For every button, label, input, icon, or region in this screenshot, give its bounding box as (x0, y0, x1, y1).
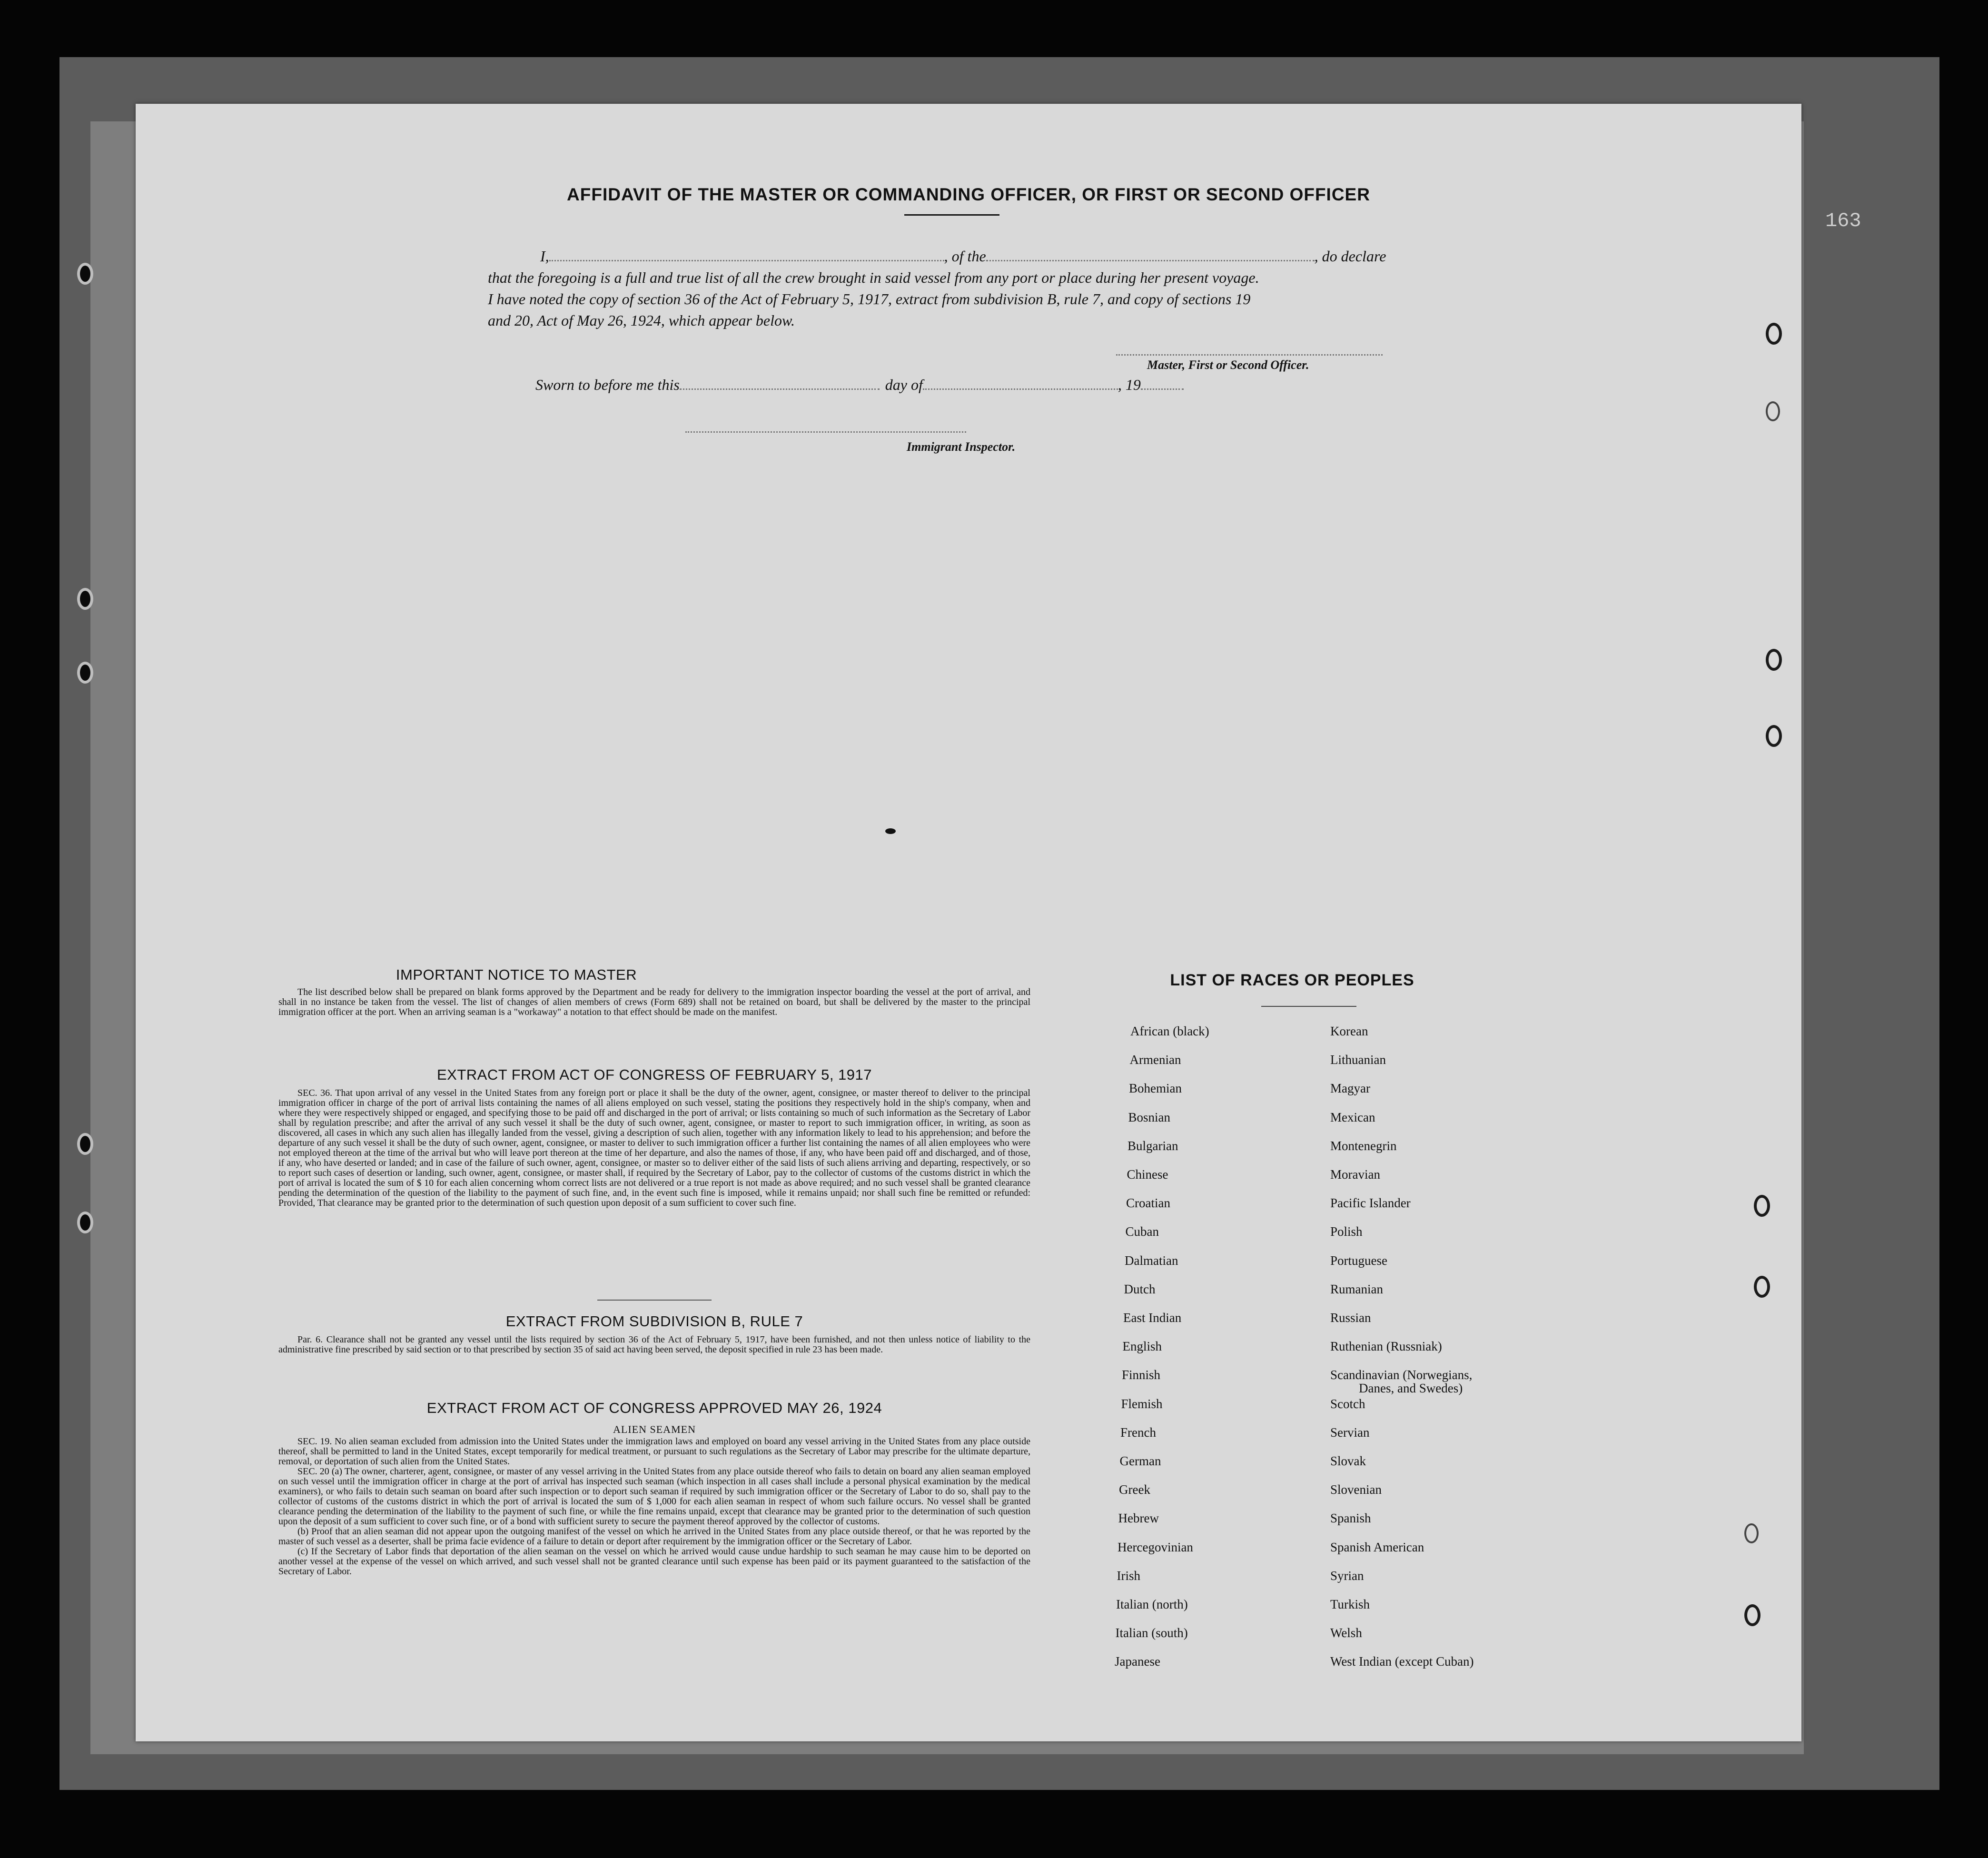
binder-hole-icon (1754, 1276, 1770, 1298)
race-item: Spanish American (1330, 1540, 1424, 1554)
race-item: Servian (1330, 1425, 1370, 1440)
race-item: Turkish (1330, 1597, 1370, 1611)
sec20a-text: SEC. 20 (a) The owner, charterer, agent, consignee, or master of any vessel arriving in the United States from any place outside thereof who fails to detain on board any alien seaman employed on such vessel until the immigration officer in charge at the port of arrival has inspected such seaman (which inspection in all cases shall include a personal physical examination by the medical examiners), or who fails to detain such seaman on board after such inspection or to deport such seaman if required by such immigration officer or the Secretary of Labor to do so, shall pay to the collector of customs of the customs district in which the port of arrival is located the sum of $ 1,000 for each alien seaman in respect of whom such failure occurs. No vessel shall be granted clearance pending the determination of the liability to the payment of such fine, or while the fine remains unpaid, except that clearance may be granted prior to the determination of such question upon the deposit of a sum sufficient to cover such fine, or of a bond with sufficient surety to secure the payment thereof approved by the collector of customs. (278, 1466, 1030, 1527)
extract-1917-body (278, 1088, 1030, 1208)
binder-hole-icon (77, 588, 93, 610)
race-item: Armenian (1129, 1053, 1181, 1067)
title-rule (904, 214, 999, 216)
sec36-text: SEC. 36. That upon arrival of any vessel in the United States from any foreign port or place it shall be the duty of the owner, agent, consignee, or master thereof to deliver to the principal immigration officer in charge of the port of arrival lists containing the names of all aliens employed on such vessel, stating the positions they respectively hold in the ship's company, when and where they were respectively shipped or engaged, and specifying those to be paid off and discharged in the port of arrival; or lists containing so much of such information as the Secretary of Labor shall by regulation prescribe; and after the arrival of any such vessel it shall be the duty of such owner, agent, consignee, or master to report to such immigration officer, in writing, as soon as discovered, all cases in which any such alien has illegally landed from the vessel, giving a description of such alien, together with any information likely to lead to his apprehension; and before the departure of any such vessel it shall be the duty of such owner, agent, consignee, or master to deliver to such immigration officer a further list containing the names of all alien employees who were not employed thereon at the time of the arrival but who will leave port thereon at the time of her departure, and also the names of those, if any, who have been paid off and discharged, and of those, if any, who have deserted or landed; and in case of the failure of such owner, agent, consignee, or master so to deliver either of the said lists of such aliens arriving and departing, respectively, or so to report such cases of desertion or landing, such owner, agent, consignee, or master shall, if required by the Secretary of Labor, pay to the collector of customs of the customs district in which the port of arrival is located the sum of $ 10 for each alien concerning whom correct lists are not delivered or a true report is not made as above required; and no such vessel shall be granted clearance pending the determination of the question of the liability to the payment of such fine, and, in the event such fine is imposed, while it remains unpaid; nor shall such fine be remitted or refunded: Provided, That clearance may be granted prior to the determination of such question upon deposit of a sum sufficient to cover such fine. (278, 1088, 1030, 1208)
alien-seamen-subheading: ALIEN SEAMEN (613, 1423, 696, 1435)
affidavit-line-2: that the foregoing is a full and true list of all the crew brought in said vessel from any port or place during her present voyage. (488, 269, 1259, 286)
race-item: Flemish (1121, 1396, 1163, 1411)
race-item: German (1119, 1454, 1161, 1468)
binder-hole-icon (77, 1133, 93, 1155)
year-label: , 19 (1118, 376, 1141, 393)
notice-text: The list described below shall be prepared on blank forms approved by the Department and be ready for delivery to the immigration inspector boarding the vessel at the port of arrival, and shall in no instance be taken from the vessel. The list of changes of alien members of crews (Form 689) shall not be retained on board, but shall be delivered by the master to the principal immigration officer at the port. When an arriving seaman is a "workaway" a notation to that effect should be made on the manifest. (278, 987, 1030, 1017)
extract-1924-heading: EXTRACT FROM ACT OF CONGRESS APPROVED MAY 26, 1924 (426, 1400, 882, 1416)
month-blank[interactable] (923, 378, 1118, 390)
notice-body (278, 987, 1030, 1017)
race-item: Danes, and Swedes) (1359, 1381, 1463, 1396)
binder-hole-icon (1766, 725, 1782, 747)
binder-hole-icon (77, 662, 93, 684)
affidavit-line-1 (540, 248, 1386, 265)
binder-hole-icon (1754, 1195, 1770, 1217)
race-item: Chinese (1127, 1167, 1168, 1182)
section-divider (597, 1300, 712, 1301)
inspector-caption: Immigrant Inspector. (907, 440, 1016, 454)
extract-rule7-heading: EXTRACT FROM SUBDIVISION B, RULE 7 (505, 1313, 803, 1330)
form-page (136, 104, 1801, 1741)
race-item: Welsh (1330, 1626, 1362, 1640)
day-of-label: day of (885, 376, 923, 393)
race-item: Italian (north) (1116, 1597, 1188, 1611)
race-item: Magyar (1330, 1081, 1370, 1096)
sec20b-text: (b) Proof that an alien seaman did not appear upon the outgoing manifest of the vessel on which he arrived in the United States from any place outside thereof, or that he was reported by the master of such vessel as a deserter, shall be prima facie evidence of a failure to detain or deport after requirement by the immigration officer or the Secretary of Labor. (278, 1526, 1030, 1547)
race-item: French (1120, 1425, 1156, 1440)
race-item: Mexican (1330, 1110, 1375, 1124)
race-item: Bulgarian (1128, 1138, 1178, 1153)
declarant-label: I, (540, 248, 549, 265)
vessel-blank[interactable] (986, 249, 1315, 261)
race-item: Polish (1330, 1224, 1363, 1239)
race-item: Irish (1117, 1568, 1140, 1583)
race-item: Bosnian (1128, 1110, 1171, 1124)
race-item: Korean (1330, 1024, 1368, 1038)
sworn-line (535, 376, 1184, 394)
binder-hole-icon (1744, 1604, 1761, 1626)
year-blank[interactable] (1141, 378, 1184, 390)
race-item: Russian (1330, 1311, 1371, 1325)
sec20c-text: (c) If the Secretary of Labor finds that deportation of the alien seaman on the vessel on which he arrived would cause undue hardship to such seaman he may cause him to be deported on another vessel at the expense of the vessel on which arrived, and such vessel shall not be granted clearance until such expense has been paid or its payment guaranteed to the satisfaction of the Secretary of Labor. (278, 1546, 1030, 1577)
race-item: West Indian (except Cuban) (1330, 1654, 1474, 1669)
race-item: Moravian (1330, 1167, 1380, 1182)
race-item: Syrian (1330, 1568, 1364, 1583)
race-item: Bohemian (1129, 1081, 1182, 1096)
race-item: Dutch (1124, 1282, 1156, 1296)
extract-1917-heading: EXTRACT FROM ACT OF CONGRESS OF FEBRUARY 5, 1917 (436, 1066, 872, 1083)
master-caption: Master, First or Second Officer. (1147, 358, 1309, 372)
race-item: Slovak (1330, 1454, 1366, 1468)
race-item: Pacific Islander (1330, 1196, 1411, 1211)
extract-rule7-body (278, 1335, 1030, 1355)
race-item: Scandinavian (Norwegians, (1330, 1368, 1473, 1382)
race-item: Dalmatian (1125, 1253, 1178, 1268)
affidavit-line-4: and 20, Act of May 26, 1924, which appear below. (488, 312, 795, 329)
binder-hole-icon (1766, 401, 1780, 421)
binder-hole-icon (1766, 323, 1782, 345)
par6-text: Par. 6. Clearance shall not be granted any vessel until the lists required by section 36 of the Act of February 5, 1917, have been furnished, and not then unless notice of liability to the administrative fine prescribed by said section or to that prescribed by section 35 of said act having been served, the deposit specified in rule 23 has been made. (278, 1334, 1030, 1355)
races-title-rule (1261, 1006, 1356, 1007)
sheet-number: 163 (1825, 209, 1861, 232)
race-item: English (1122, 1339, 1162, 1354)
race-item: Croatian (1126, 1196, 1170, 1211)
race-item: Lithuanian (1330, 1053, 1386, 1067)
extract-1924-body (278, 1437, 1030, 1577)
sworn-label: Sworn to before me this (535, 376, 680, 393)
master-signature-line[interactable] (1116, 354, 1383, 356)
race-item: Cuban (1125, 1224, 1159, 1239)
race-item: Scotch (1330, 1396, 1365, 1411)
race-item: East Indian (1123, 1311, 1182, 1325)
of-the-label: , of the (944, 248, 986, 265)
name-blank[interactable] (549, 249, 944, 261)
binder-hole-icon (77, 263, 93, 285)
race-item: Montenegrin (1330, 1138, 1397, 1153)
notice-heading: IMPORTANT NOTICE TO MASTER (396, 966, 637, 983)
day-blank[interactable] (680, 378, 880, 390)
race-item: Slovenian (1330, 1482, 1382, 1497)
race-item: Finnish (1122, 1368, 1161, 1382)
race-item: Hercegovinian (1118, 1540, 1193, 1554)
affidavit-title: AFFIDAVIT OF THE MASTER OR COMMANDING OFFICER, OR FIRST OR SECOND OFFICER (567, 185, 1370, 204)
race-item: Greek (1119, 1482, 1150, 1497)
race-item: Italian (south) (1115, 1626, 1188, 1640)
race-item: African (black) (1130, 1024, 1209, 1038)
affidavit-line-3: I have noted the copy of section 36 of the Act of February 5, 1917, extract from subdivision B, rule 7, and copy of sections 19 (488, 290, 1251, 308)
binder-hole-icon (1766, 649, 1782, 671)
race-item: Rumanian (1330, 1282, 1383, 1296)
race-item: Ruthenian (Russniak) (1330, 1339, 1442, 1354)
race-item: Spanish (1330, 1511, 1371, 1526)
race-item: Japanese (1115, 1654, 1160, 1669)
binder-hole-icon (77, 1212, 93, 1233)
race-item: Hebrew (1118, 1511, 1159, 1526)
binder-hole-icon (1744, 1523, 1759, 1543)
ink-blot (885, 828, 896, 834)
races-title: LIST OF RACES OR PEOPLES (1170, 971, 1414, 989)
inspector-signature-line[interactable] (685, 431, 966, 433)
race-item: Portuguese (1330, 1253, 1387, 1268)
declare-label: , do declare (1314, 248, 1386, 265)
sec19-text: SEC. 19. No alien seaman excluded from admission into the United States under the immigration laws and employed on board any vessel arriving in the United States from any place outside thereof, shall be permitted to land in the United States, except temporarily for medical treatment, or pursuant to such regulations as the Secretary of Labor may prescribe for the ultimate departure, removal, or deportation of such alien from the United States. (278, 1436, 1030, 1467)
